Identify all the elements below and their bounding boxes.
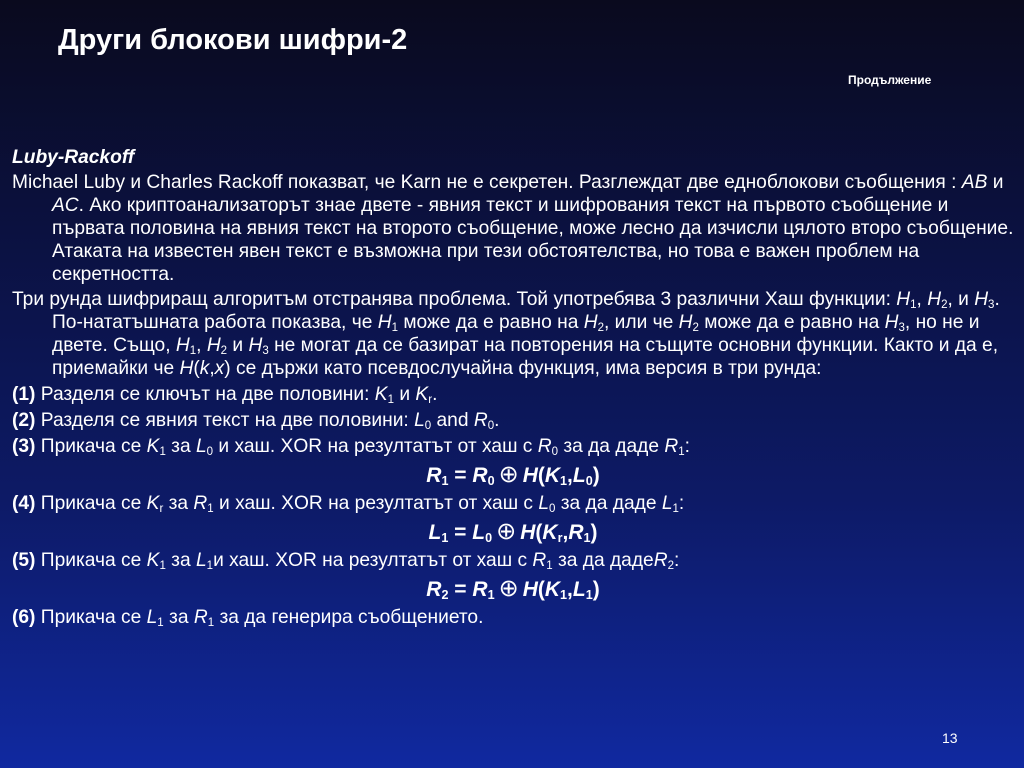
- slide-content: [12, 146, 1014, 631]
- step-6: (6) Прикача се $L_1$ за $R_1$ за да генерира съобщението.: [12, 607, 484, 629]
- slide-subtitle: Продължение: [848, 73, 932, 87]
- step-5: (5) Прикача се $K_1$ за $L_1и$ хаш. XOR на резултатът от хаш с $R_1$ за да дадеR$_2$:: [12, 550, 680, 572]
- step-2: (2) Разделя се явния текст на две половини: $L_0$ and $R_0$.: [12, 410, 500, 432]
- xor-symbol: ⊕: [496, 518, 517, 545]
- xor-symbol: ⊕: [498, 461, 519, 488]
- section-heading: Luby-Rackoff: [12, 147, 135, 168]
- step-1: (1) Разделя се ключът на две половини: $K_1$ и $K_r$.: [12, 384, 438, 406]
- step-3: (3) Прикача се $K_1$ за $L_0$ и хаш. XOR на резултатът от хаш с $R_0$ за да даде $R_1$:: [12, 436, 690, 458]
- formula-l1: $L_1 = L_0$ ⊕ $H(K_r,R_1)$: [428, 518, 598, 546]
- step-4: (4) Прикача се $K_r$ за $R_1$ и хаш. XOR на резултатът от хаш с $L_0$ за да даде $L_1$:: [12, 493, 685, 515]
- slide-title: Други блокови шифри-2: [58, 24, 408, 56]
- paragraph-three-rounds: Три рунда шифриращ алгоритъм отстранява проблема. Той употребява 3 различни Хаш функции: $H_1$, $H_2$, и $H_3$. По-нататъшната работа показва, че $H_1$ може да е равно на $H_2$, или че $H_2$ може да е равно на $H_3$, но не и двете. Също, $H_1$, $H_2$ и $H_3$ не могат да се базират на повторения на същите основни функции. Както и да е, приемайки че H(k,x) се държи като псевдослучайна функция, има версия в три рунда:: [12, 289, 1000, 379]
- page-number: 13: [942, 730, 958, 746]
- formula-r1: $R_1 = R_0$ ⊕ $H(K_1,L_0)$: [426, 461, 600, 489]
- formula-r2: $R_2 = R_1$ ⊕ $H(K_1,L_1)$: [426, 575, 600, 603]
- xor-symbol: ⊕: [498, 575, 519, 602]
- paragraph-luby-rackoff: Michael Luby и Charles Rackoff показват, че Karn не е секретен. Разглеждат две едноблокови съобщения : AB и AC. Ако криптоанализаторът знае двете - явния текст и шифрования текст на първото съобщение и първата половина на явния текст на второто съобщение, може лесно да изчисли цялото второ съобщение. Атаката на известен явен текст е възможна при тези обстоятелства, но това е важен проблем на секретността.: [12, 172, 1014, 285]
